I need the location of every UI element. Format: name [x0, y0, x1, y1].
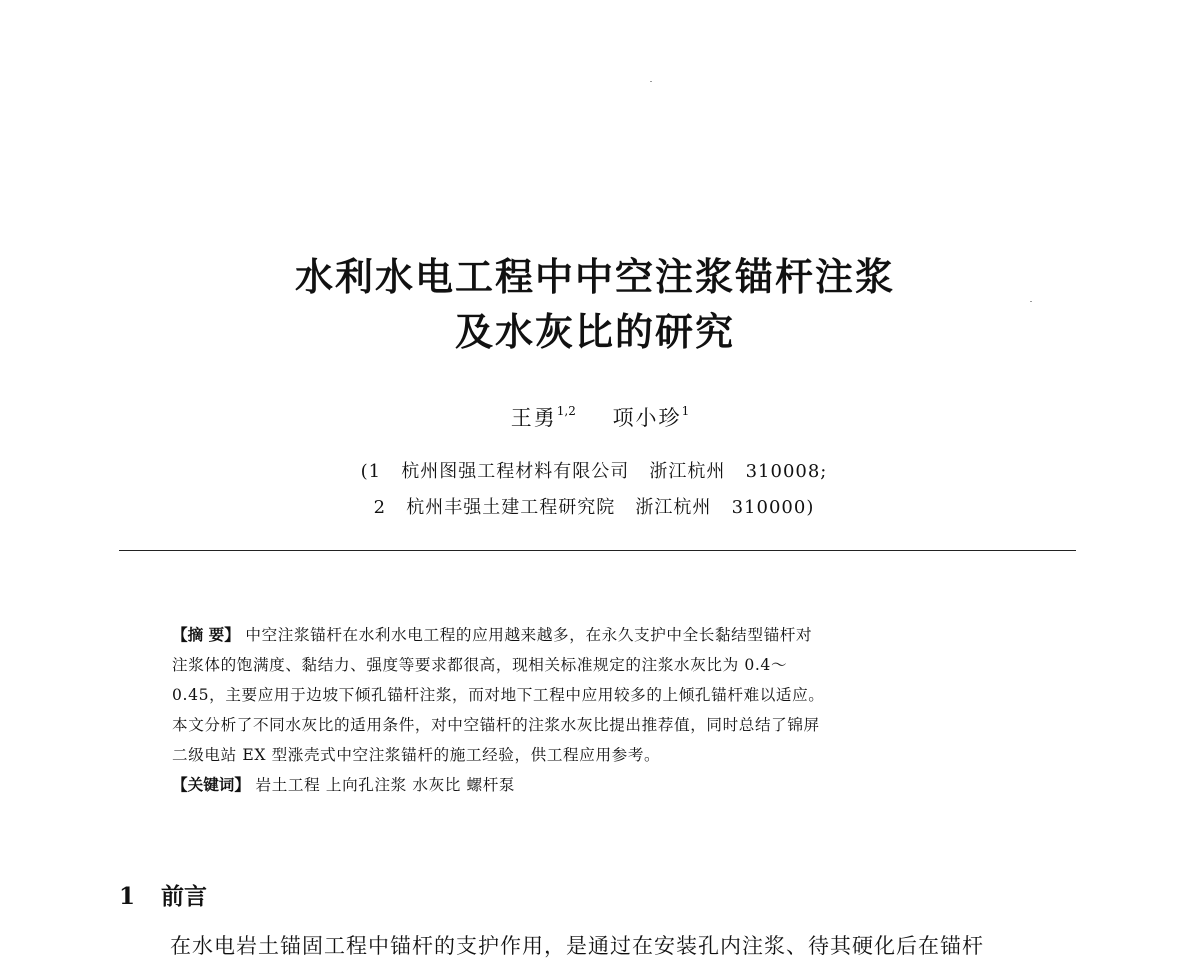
author-2 [613, 402, 690, 432]
author-2-name: 项小珍 [612, 406, 682, 430]
section-title: 前言 [161, 884, 207, 910]
keywords-label: 【关键词】 [172, 776, 250, 794]
abstract-block [172, 620, 1032, 800]
keywords-line [172, 770, 1032, 800]
author-1-name: 王勇 [510, 406, 557, 430]
affiliation-line-1: (1 杭州图强工程材料有限公司 浙江杭州 310008; [360, 461, 828, 482]
abstract-line-3: 0.45，主要应用于边坡下倾孔锚杆注浆，而对地下工程中应用较多的上倾孔锚杆难以适应。 [172, 686, 825, 704]
abstract-label: 【摘 要】 [172, 626, 240, 644]
author-2-affiliation-mark: 1 [681, 404, 690, 418]
author-list [0, 402, 1200, 432]
scan-speck [650, 81, 652, 82]
abstract-line-2: 注浆体的饱满度、黏结力、强度等要求都很高，现相关标准规定的注浆水灰比为 0.4～ [172, 656, 788, 674]
abstract-line-1 [172, 620, 1032, 650]
affiliation-line-2: 2 杭州丰强土建工程研究院 浙江杭州 310000) [373, 497, 815, 518]
paper-title-line-2: 及水灰比的研究 [454, 310, 735, 354]
keywords-text: 岩土工程 上向孔注浆 水灰比 螺杆泵 [249, 776, 516, 794]
author-1-affiliation-mark: 1,2 [556, 404, 576, 418]
paper-title-line-1: 水利水电工程中中空注浆锚杆注浆 [294, 255, 895, 299]
header-divider [119, 550, 1076, 551]
section-heading-intro [119, 878, 207, 911]
section-number: 1 [119, 883, 136, 910]
body-paragraph-line: 在水电岩土锚固工程中锚杆的支护作用，是通过在安装孔内注浆、待其硬化后在锚杆 [170, 934, 984, 958]
scan-speck [1030, 301, 1032, 302]
author-1 [511, 402, 576, 432]
abstract-text-1: 中空注浆锚杆在水利水电工程的应用越来越多，在永久支护中全长黏结型锚杆对 [239, 626, 813, 644]
abstract-line-5: 二级电站 EX 型涨壳式中空注浆锚杆的施工经验，供工程应用参考。 [172, 746, 661, 764]
abstract-line-4: 本文分析了不同水灰比的适用条件，对中空锚杆的注浆水灰比提出推荐值，同时总结了锦屏 [172, 716, 820, 734]
